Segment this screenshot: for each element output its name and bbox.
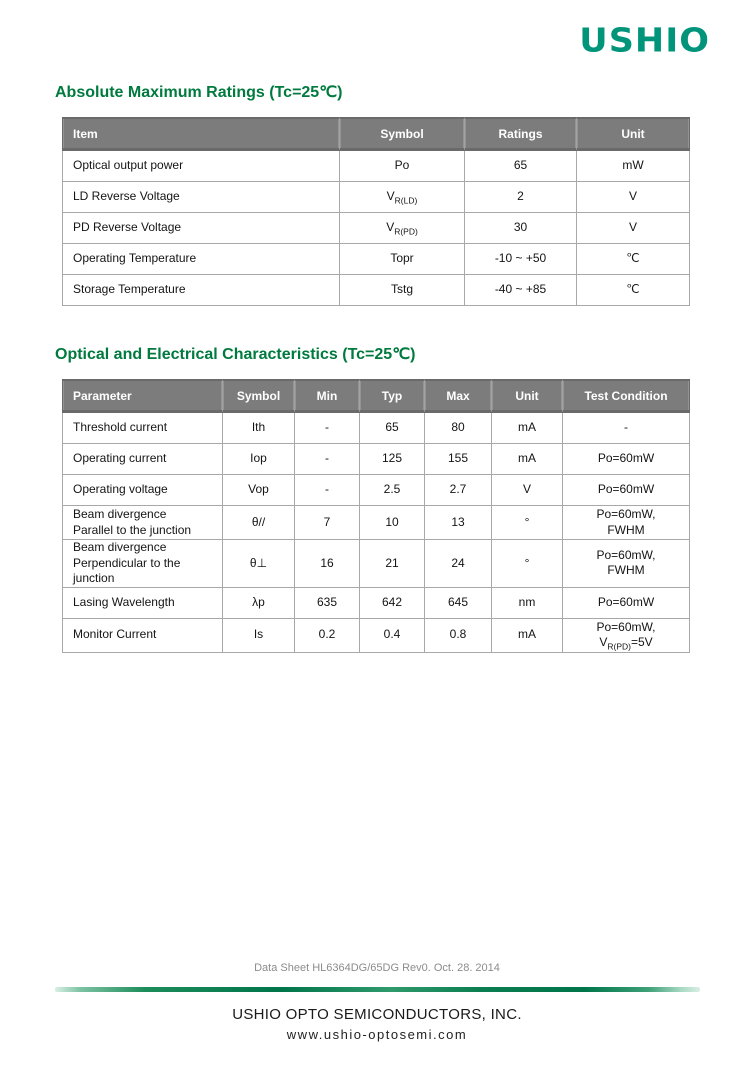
parameter-cell: Lasing Wavelength bbox=[62, 588, 223, 619]
typ-cell: 2.5 bbox=[360, 475, 425, 506]
test-condition-cell: - bbox=[563, 413, 690, 444]
company-name: USHIO OPTO SEMICONDUCTORS, INC. bbox=[232, 1006, 522, 1023]
unit-cell: V bbox=[492, 475, 563, 506]
header-typ: Typ bbox=[360, 379, 425, 413]
symbol-cell: θ⊥ bbox=[223, 540, 295, 588]
table-row bbox=[62, 413, 690, 444]
typ-cell: 10 bbox=[360, 506, 425, 540]
max-cell: 80 bbox=[425, 413, 492, 444]
table-row bbox=[62, 244, 690, 275]
absolute-maximum-ratings-table bbox=[62, 117, 690, 306]
table-row bbox=[62, 506, 690, 540]
min-cell: - bbox=[295, 444, 360, 475]
header-parameter: Parameter bbox=[62, 379, 223, 413]
item-cell: Operating Temperature bbox=[62, 244, 340, 275]
section-title-absolute-maximum-ratings: Absolute Maximum Ratings (Tc=25℃) bbox=[55, 84, 343, 101]
rating-cell: 30 bbox=[465, 213, 577, 244]
test-condition-cell: Po=60mW bbox=[563, 588, 690, 619]
unit-cell: nm bbox=[492, 588, 563, 619]
table-row bbox=[62, 182, 690, 213]
table-row bbox=[62, 275, 690, 306]
unit-cell: mA bbox=[492, 619, 563, 653]
max-cell: 24 bbox=[425, 540, 492, 588]
max-cell: 2.7 bbox=[425, 475, 492, 506]
max-cell: 0.8 bbox=[425, 619, 492, 653]
test-condition-cell: Po=60mW bbox=[563, 444, 690, 475]
header-item: Item bbox=[62, 117, 340, 151]
symbol-cell: λp bbox=[223, 588, 295, 619]
symbol-cell: Is bbox=[223, 619, 295, 653]
test-condition-cell: Po=60mW bbox=[563, 475, 690, 506]
min-cell: - bbox=[295, 475, 360, 506]
table-header-row bbox=[62, 379, 690, 413]
unit-cell: mA bbox=[492, 444, 563, 475]
symbol-cell: Iop bbox=[223, 444, 295, 475]
unit-cell: ℃ bbox=[577, 275, 690, 306]
unit-cell: mW bbox=[577, 151, 690, 182]
typ-cell: 642 bbox=[360, 588, 425, 619]
parameter-cell: Threshold current bbox=[62, 413, 223, 444]
unit-cell: V bbox=[577, 213, 690, 244]
typ-cell: 125 bbox=[360, 444, 425, 475]
table-row bbox=[62, 540, 690, 588]
header-symbol: Symbol bbox=[340, 117, 465, 151]
table-header-row bbox=[62, 117, 690, 151]
typ-cell: 65 bbox=[360, 413, 425, 444]
parameter-cell: Beam divergence Perpendicular to the junction bbox=[62, 540, 223, 588]
max-cell: 13 bbox=[425, 506, 492, 540]
min-cell: - bbox=[295, 413, 360, 444]
rating-cell: 2 bbox=[465, 182, 577, 213]
symbol-cell: Po bbox=[340, 151, 465, 182]
symbol-cell: θ// bbox=[223, 506, 295, 540]
parameter-cell: Monitor Current bbox=[62, 619, 223, 653]
symbol-cell: $V_{R(LD)}$ bbox=[340, 182, 465, 213]
company-website: www.ushio-optosemi.com bbox=[286, 1027, 468, 1042]
unit-cell: ° bbox=[492, 540, 563, 588]
item-cell: PD Reverse Voltage bbox=[62, 213, 340, 244]
section-title-optical-electrical-characteristics: Optical and Electrical Characteristics (Tc=25℃) bbox=[55, 346, 416, 363]
header-unit: Unit bbox=[577, 117, 690, 151]
test-condition-cell: Po=60mW, $V_{R(PD)}=5V$ bbox=[563, 619, 690, 653]
table-row bbox=[62, 588, 690, 619]
unit-cell: V bbox=[577, 182, 690, 213]
unit-cell: ℃ bbox=[577, 244, 690, 275]
min-cell: 7 bbox=[295, 506, 360, 540]
header-symbol: Symbol bbox=[223, 379, 295, 413]
table-row bbox=[62, 213, 690, 244]
min-cell: 16 bbox=[295, 540, 360, 588]
min-cell: 635 bbox=[295, 588, 360, 619]
item-cell: LD Reverse Voltage bbox=[62, 182, 340, 213]
parameter-cell: Operating voltage bbox=[62, 475, 223, 506]
max-cell: 645 bbox=[425, 588, 492, 619]
optical-electrical-characteristics-table bbox=[62, 379, 690, 653]
rating-cell: -40 ~ +85 bbox=[465, 275, 577, 306]
symbol-cell: Vop bbox=[223, 475, 295, 506]
rating-cell: 65 bbox=[465, 151, 577, 182]
datasheet-revision-note: Data Sheet HL6364DG/65DG Rev0. Oct. 28. 2014 bbox=[254, 962, 500, 974]
footer-green-band bbox=[55, 987, 700, 992]
max-cell: 155 bbox=[425, 444, 492, 475]
test-condition-cell: Po=60mW, FWHM bbox=[563, 506, 690, 540]
header-unit: Unit bbox=[492, 379, 563, 413]
parameter-cell: Beam divergence Parallel to the junction bbox=[62, 506, 223, 540]
symbol-cell: Topr bbox=[340, 244, 465, 275]
symbol-cell: Ith bbox=[223, 413, 295, 444]
item-cell: Storage Temperature bbox=[62, 275, 340, 306]
header-test-condition: Test Condition bbox=[563, 379, 690, 413]
ushio-logo: USHIO bbox=[579, 22, 710, 61]
table-row bbox=[62, 475, 690, 506]
unit-cell: mA bbox=[492, 413, 563, 444]
unit-cell: ° bbox=[492, 506, 563, 540]
table-row bbox=[62, 444, 690, 475]
symbol-cell: Tstg bbox=[340, 275, 465, 306]
symbol-cell: $V_{R(PD)}$ bbox=[340, 213, 465, 244]
table-row bbox=[62, 151, 690, 182]
typ-cell: 21 bbox=[360, 540, 425, 588]
test-condition-cell: Po=60mW, FWHM bbox=[563, 540, 690, 588]
header-min: Min bbox=[295, 379, 360, 413]
min-cell: 0.2 bbox=[295, 619, 360, 653]
rating-cell: -10 ~ +50 bbox=[465, 244, 577, 275]
header-max: Max bbox=[425, 379, 492, 413]
table-row bbox=[62, 619, 690, 653]
item-cell: Optical output power bbox=[62, 151, 340, 182]
header-ratings: Ratings bbox=[465, 117, 577, 151]
typ-cell: 0.4 bbox=[360, 619, 425, 653]
parameter-cell: Operating current bbox=[62, 444, 223, 475]
